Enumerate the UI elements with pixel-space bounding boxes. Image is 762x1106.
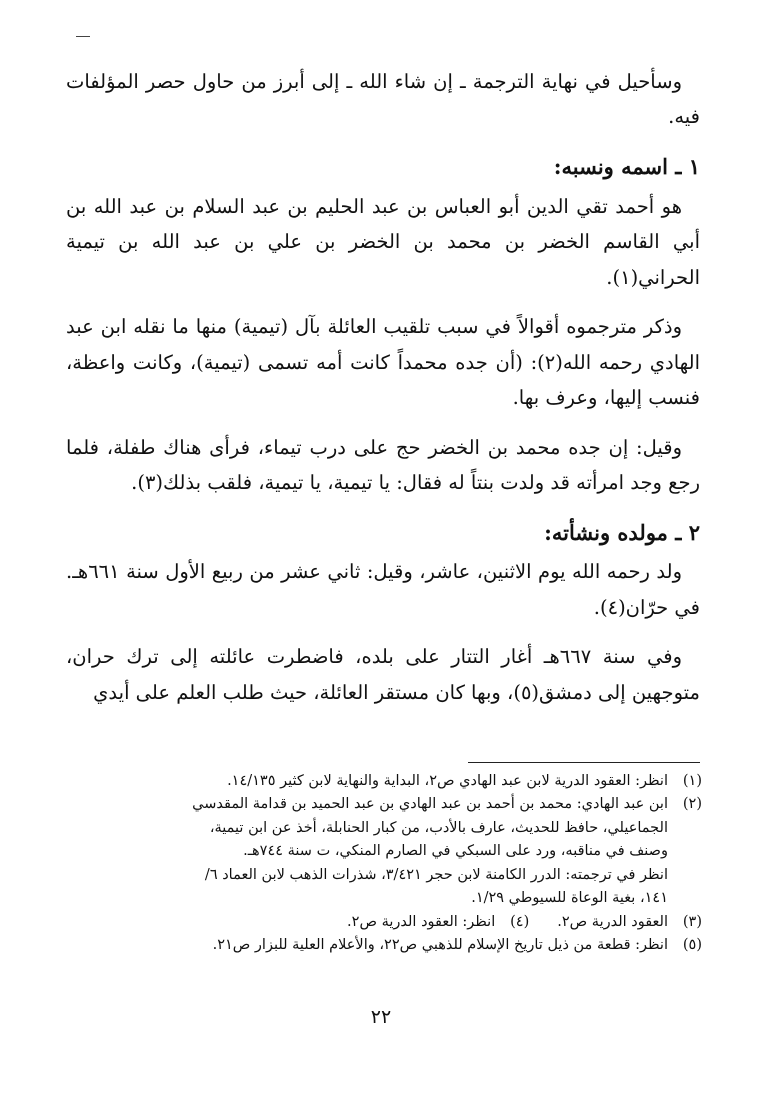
footnote-number: (٥) xyxy=(682,937,702,954)
footnote-text: انظر: العقود الدرية ص٢. xyxy=(347,913,496,930)
footnote-line: ابن عبد الهادي: محمد بن أحمد بن عبد الهادي بن عبد الحميد بن قدامة المقدسي xyxy=(192,796,668,813)
paragraph-birth: ولد رحمه الله يوم الاثنين، عاشر، وقيل: ثاني عشر من ربيع الأول سنة ٦٦١هـ. في حرّان(٤). xyxy=(66,560,700,619)
footnotes-3-4-row xyxy=(62,911,702,934)
footnote-line: انظر في ترجمته: الدرر الكامنة لابن حجر ٣/٤٢١، شذرات الذهب لابن العماد ٦/ xyxy=(204,866,668,883)
section-heading-name-lineage: ١ ـ اسمه ونسبه: xyxy=(553,153,700,179)
footnote-4 xyxy=(347,911,529,934)
footnote-text: العقود الدرية ص٢. xyxy=(557,913,668,930)
footnote-2 xyxy=(62,793,702,910)
main-text xyxy=(66,64,700,724)
paragraph-family-title-origin: وذكر مترجموه أقوالاً في سبب تلقيب العائلة بآل (تيمية) منها ما نقله ابن عبد الهادي رحمه الله(٢): (أن جده محمداً كانت أمه تسمى (تيمية)، وكانت واعظة، فنسب إليها، وعرف بها. xyxy=(66,315,700,410)
footnotes xyxy=(62,770,702,958)
section-heading-birth-upbringing: ٢ ـ مولده ونشأته: xyxy=(544,519,700,545)
top-margin-mark xyxy=(76,36,90,37)
paragraph-alternative-account: وقيل: إن جده محمد بن الخضر حج على درب تيماء، فرأى هناك طفلة، فلما رجع وجد امرأته قد ولدت بنتاً له فقال: يا تيمية، يا تيمية، فلقب بذلك(٣). xyxy=(66,435,700,495)
footnote-text: انظر: العقود الدرية لابن عبد الهادي ص٢، البداية والنهاية لابن كثير ١٤/١٣٥. xyxy=(227,773,668,789)
footnote-line: الجماعيلي، حافظ للحديث، عارف بالأدب، من كبار الحنابلة، أخذ عن ابن تيمية، xyxy=(209,819,668,836)
footnote-line: ١٤١، بغية الوعاة للسيوطي ١/٢٩. xyxy=(471,890,668,907)
footnote-text: انظر: قطعة من ذيل تاريخ الإسلام للذهبي ص٢٢، والأعلام العلية للبزار ص٢١. xyxy=(212,937,668,954)
footnote-number: (٣) xyxy=(682,913,702,930)
paragraph-full-name: هو أحمد تقي الدين أبو العباس بن عبد الحليم بن عبد السلام بن عبد الله بن أبي القاسم الخضر بن محمد بن الخضر بن علي بن عبد الله بن تيمية الحراني(١). xyxy=(66,194,700,289)
page-number: ٢٢ xyxy=(370,1006,392,1028)
footnote-text xyxy=(62,793,668,910)
footnote-number: (١) xyxy=(682,773,702,789)
footnote-3 xyxy=(557,911,702,934)
footnote-number: (٢) xyxy=(682,796,702,813)
footnote-5 xyxy=(62,934,702,957)
footnote-line: وصنف في مناقبه، ورد على السبكي في الصارم المنكي، ت سنة ٧٤٤هـ. xyxy=(243,843,668,860)
paragraph-migration: وفي سنة ٦٦٧هـ أغار التتار على بلده، فاضطرت عائلته إلى ترك حران، متوجهين إلى دمشق(٥)، وبها كان مستقر العائلة، حيث طلب العلم على أيدي xyxy=(66,645,700,704)
footnote-1 xyxy=(62,770,702,793)
intro-paragraph: وسأحيل في نهاية الترجمة ـ إن شاء الله ـ إلى أبرز من حاول حصر المؤلفات فيه. xyxy=(66,70,700,129)
footnote-separator xyxy=(468,762,700,763)
footnote-number: (٤) xyxy=(510,913,530,930)
